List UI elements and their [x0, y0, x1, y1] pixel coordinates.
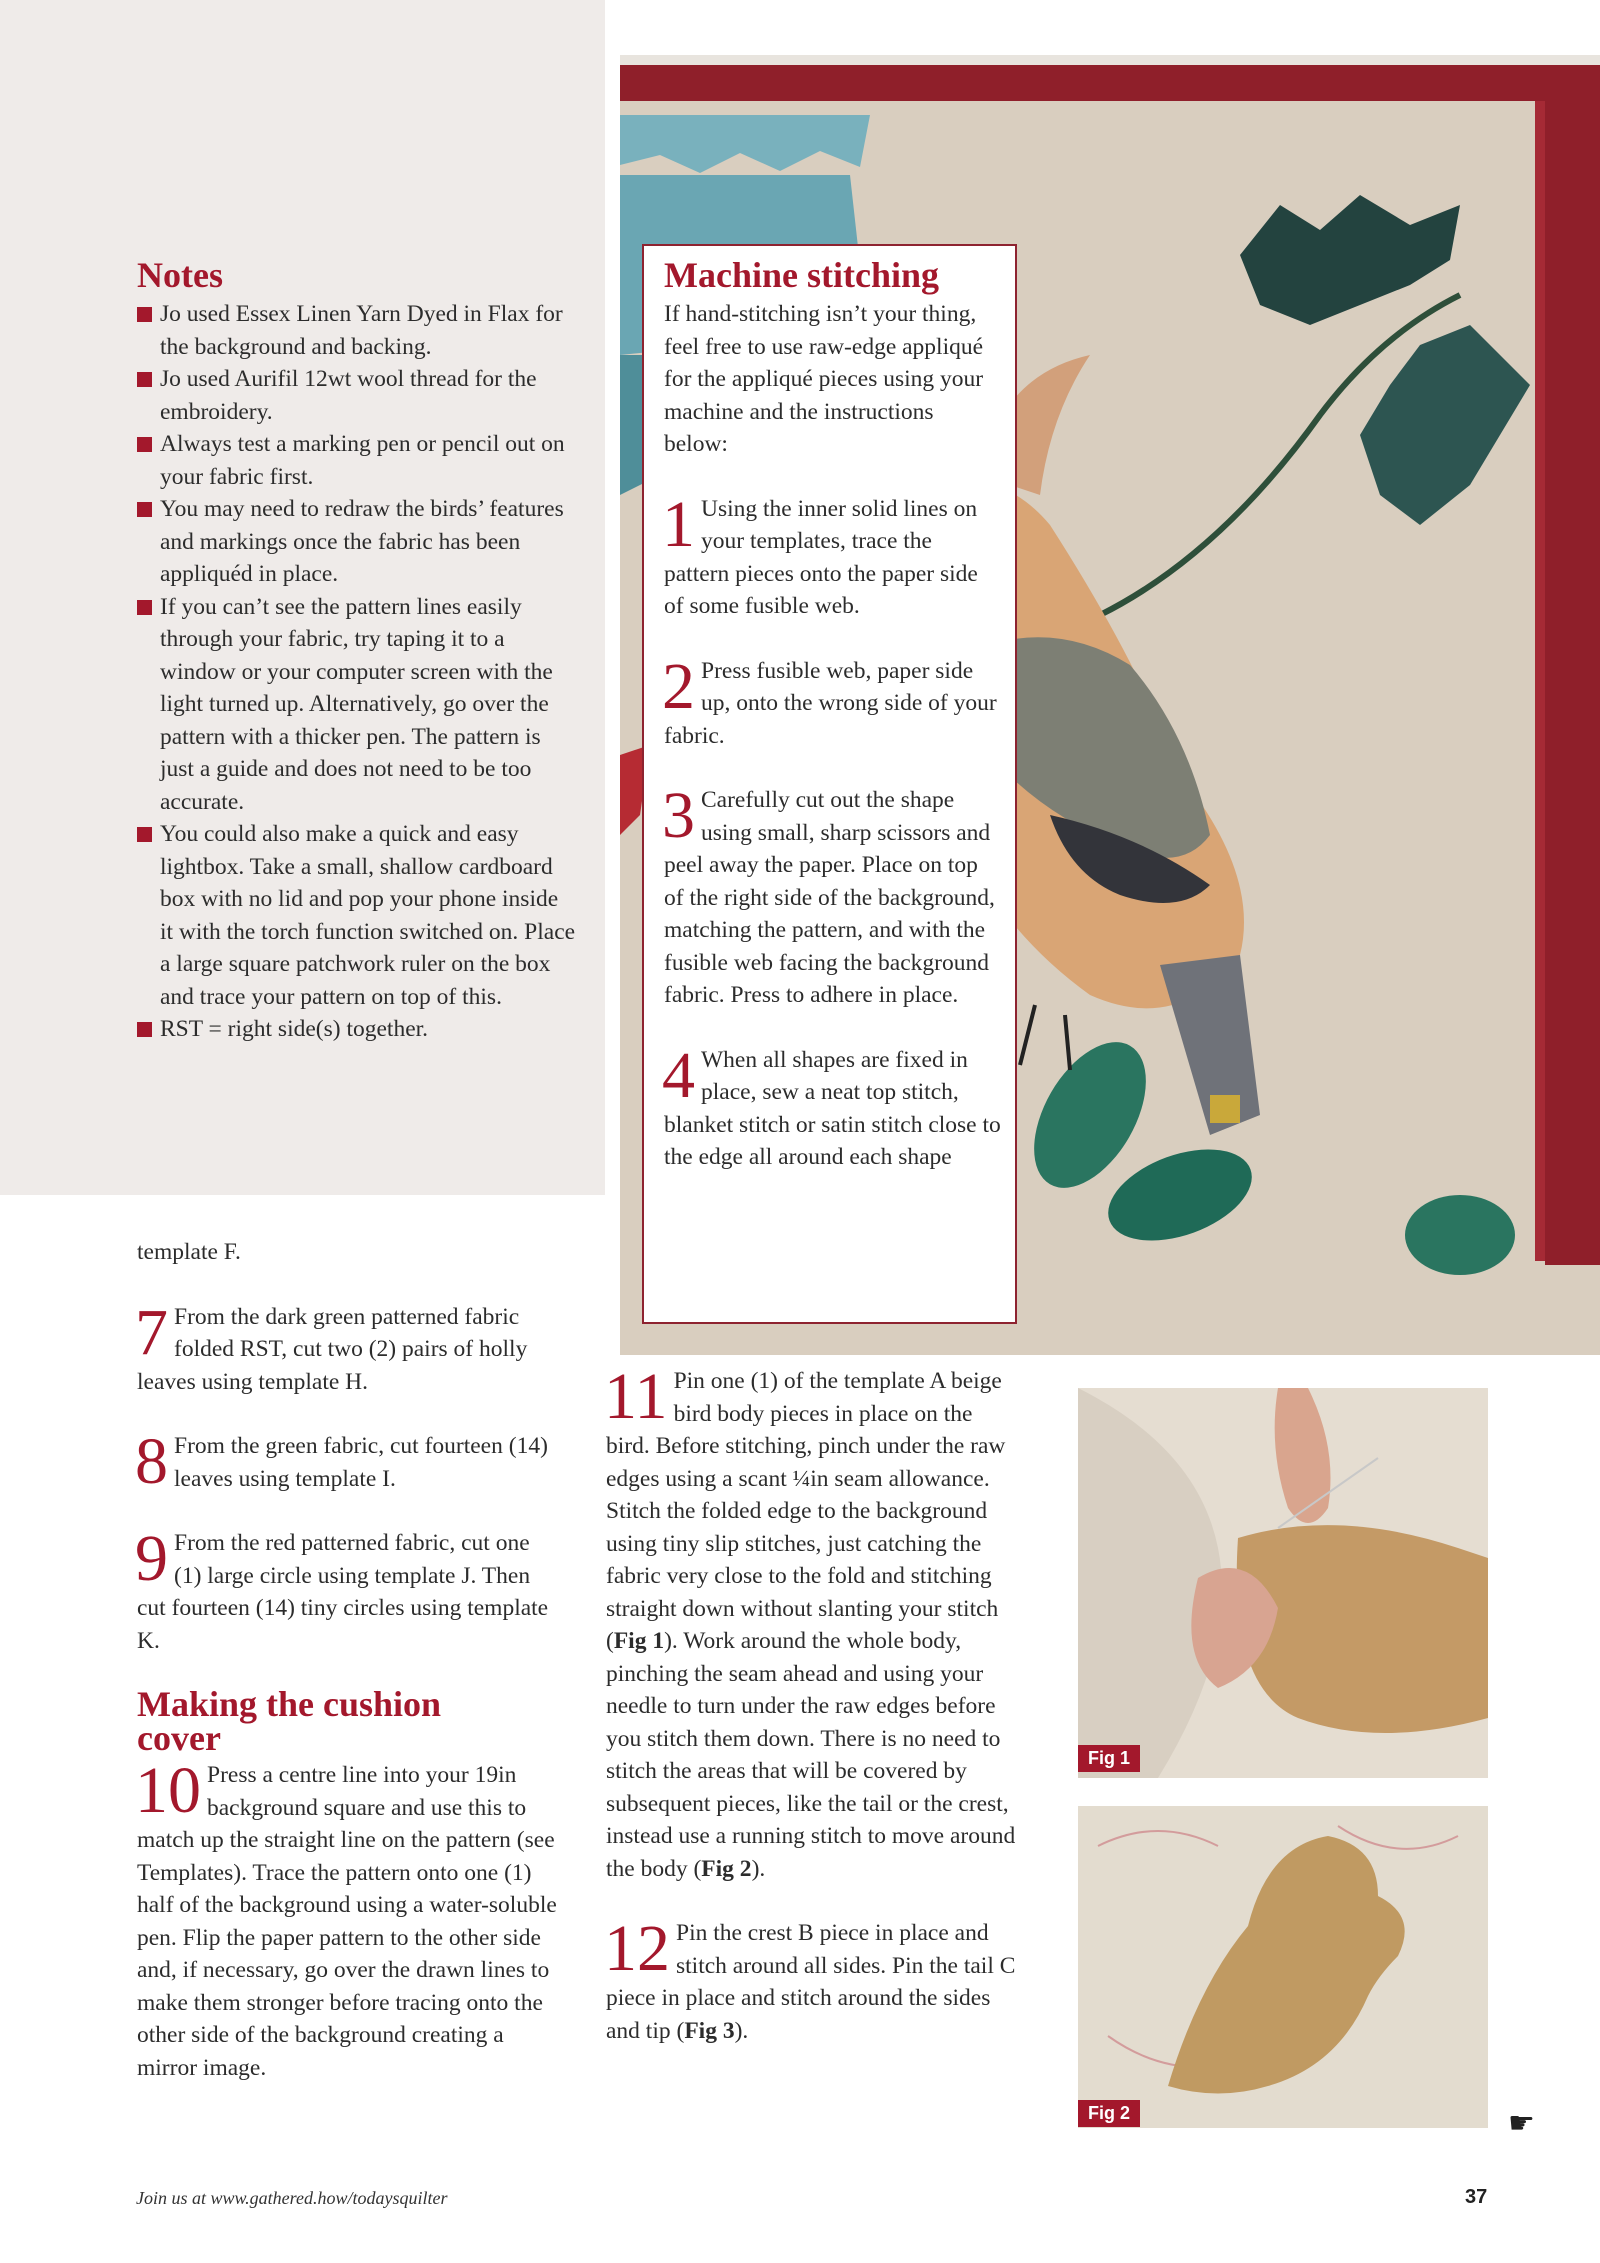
fig2-label: Fig 2: [1078, 2100, 1140, 2127]
machine-stitching-section: [662, 255, 1002, 1174]
notes-section: [137, 255, 577, 1046]
machine-step: 2 Press fusible web, paper side up, onto the wrong side of your fabric.: [662, 649, 997, 749]
bullet-square-icon: [137, 307, 152, 322]
left-column: [137, 1236, 557, 2084]
notes-item: If you can’t see the pattern lines easily through your fabric, try taping it to a window or your computer screen with the light turned up. Alternatively, go over the pattern with a thicker pen. The pattern is just a guide and does not need to be too accurate.: [137, 591, 577, 819]
bullet-square-icon: [137, 1022, 152, 1037]
pointing-hand-icon: ☛: [1508, 2107, 1535, 2140]
machine-step: 1 Using the inner solid lines on your templates, trace the pattern pieces onto the paper side of some fusible web.: [662, 487, 978, 619]
notes-item: Jo used Essex Linen Yarn Dyed in Flax for the background and backing.: [137, 298, 577, 363]
bullet-square-icon: [137, 437, 152, 452]
notes-title: Notes: [137, 255, 223, 295]
step-9: 9 From the red patterned fabric, cut one (1) large circle using template J. Then cut fourteen (14) tiny circles using template K.: [135, 1522, 549, 1654]
fig3-ref: Fig 3: [684, 2017, 735, 2044]
bullet-square-icon: [137, 502, 152, 517]
step-7: 7 From the dark green patterned fabric folded RST, cut two (2) pairs of holly leaves using template H.: [135, 1295, 528, 1395]
machine-step: 4 When all shapes are fixed in place, sew a neat top stitch, blanket stitch or satin stitch close to the edge all around each shape: [662, 1038, 1001, 1170]
machine-step: 3 Carefully cut out the shape using small, sharp scissors and peel away the paper. Place on top of the right side of the background, matching the pattern, and with the fusible web facing the background fabric. Press to adhere in place.: [662, 779, 995, 1008]
fig1-label: Fig 1: [1078, 1745, 1140, 1772]
machine-intro: If hand-stitching isn’t your thing, feel free to use raw-edge appliqué for the appliqué pieces using your machine and the instructions below:: [664, 301, 984, 457]
middle-column: [604, 1360, 1016, 2047]
step-11: 11 Pin one (1) of the template A beige bird body pieces in place on the bird. Before stitching, pinch under the raw edges using a scant ¼in seam allowance. Stitch the folded edge to the background using tiny slip stitches, just catching the fabric very close to the fold and stitching straight down without slanting your stitch (Fig 1). Work around the whole body, pinching the seam ahead and using your needle to turn under the raw edges before you stitch them down. There is no need to stitch the areas that will be covered by subsequent pieces, like the tail or the crest, instead use a running stitch to move around the body (Fig 2).: [604, 1360, 1016, 1882]
step-8: 8 From the green fabric, cut fourteen (14) leaves using template I.: [135, 1425, 548, 1498]
fig1-ref: Fig 1: [613, 1628, 665, 1654]
notes-item: You could also make a quick and easy lightbox. Take a small, shallow cardboard box with no lid and pop your phone inside it with the torch function switched on. Place a large square patchwork ruler on the box and trace your pattern on top of this.: [137, 818, 577, 1013]
machine-stitching-title: Machine stitching: [664, 255, 939, 295]
bullet-square-icon: [137, 827, 152, 842]
notes-item: Jo used Aurifil 12wt wool thread for the embroidery.: [137, 363, 577, 428]
step-12: 12 Pin the crest B piece in place and stitch around all sides. Pin the tail C piece in place and stitch around the sides and tip (Fig 3).: [604, 1912, 1016, 2044]
notes-item: You may need to redraw the birds’ features and markings once the fabric has been appliquéd in place.: [137, 493, 577, 591]
fig2-ref: Fig 2: [701, 1855, 752, 1882]
notes-item: RST = right side(s) together.: [137, 1013, 577, 1046]
bullet-square-icon: [137, 600, 152, 615]
making-cushion-heading: Making the cushion cover: [137, 1684, 442, 1758]
fig1-photo: [1078, 1388, 1488, 1778]
bullet-square-icon: [137, 372, 152, 387]
page-number: 37: [1465, 2186, 1488, 2208]
fig2-photo: [1078, 1806, 1488, 2128]
continuation-text: template F.: [137, 1239, 241, 1265]
notes-item: Always test a marking pen or pencil out on your fabric first.: [137, 428, 577, 493]
step-10: 10 Press a centre line into your 19in background square and use this to match up the straight line on the pattern (see Templates). Trace the pattern onto one (1) half of the background using a water-soluble pen. Flip the paper pattern to the other side and, if necessary, go over the drawn lines to make them stronger before tracing onto the other side of the background creating a mirror image.: [135, 1754, 557, 2081]
footer-url: Join us at www.gathered.how/todaysquilter: [136, 2188, 448, 2208]
